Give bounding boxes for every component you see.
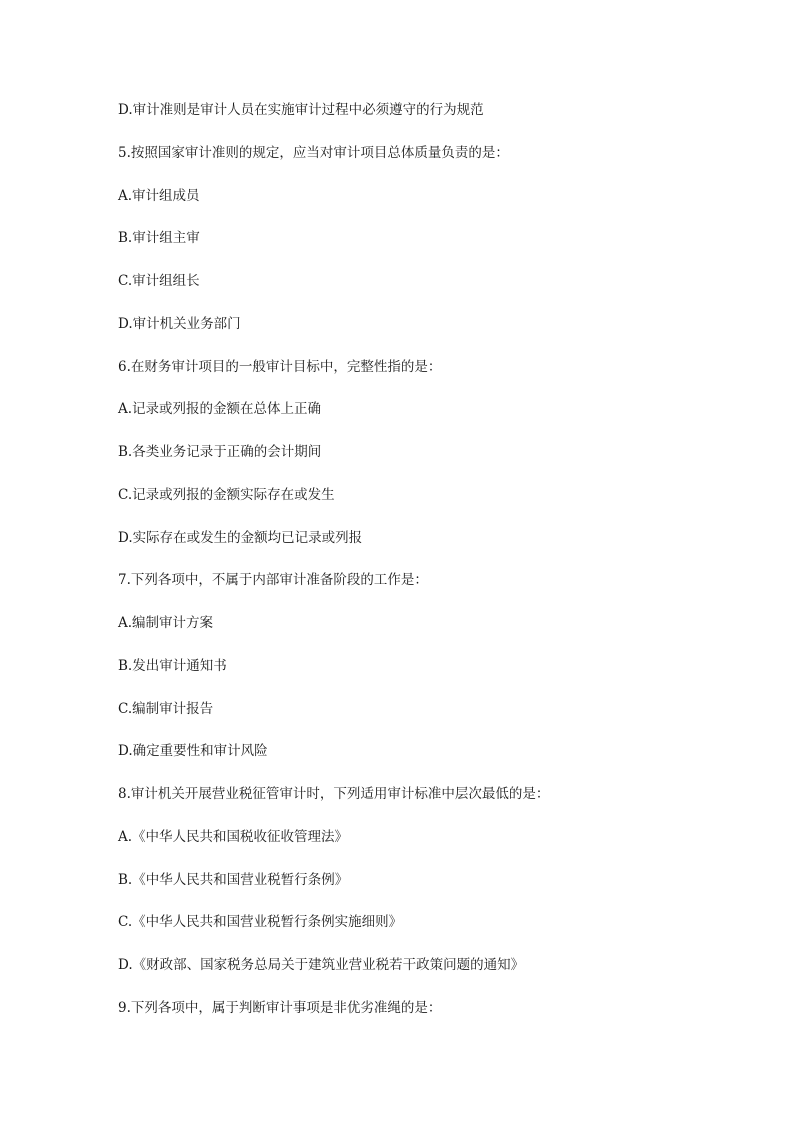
option-b-q7: B.发出审计通知书: [118, 657, 227, 674]
option-d-q6: D.实际存在或发生的金额均已记录或列报: [118, 529, 363, 546]
option-c-q7: C.编制审计报告: [118, 700, 214, 717]
option-b-q5: B.审计组主审: [118, 230, 200, 247]
option-a-q6: A.记录或列报的金额在总体上正确: [118, 401, 322, 418]
option-d-q4: D.审计准则是审计人员在实施审计过程中必须遵守的行为规范: [118, 102, 484, 118]
question-9: 9.下列各项中，属于判断审计事项是非优劣准绳的是：: [118, 999, 442, 1016]
question-5: 5.按照国家审计准则的规定，应当对审计项目总体质量负责的是：: [118, 144, 509, 161]
option-a-q8: A.《中华人民共和国税收征收管理法》: [118, 828, 349, 845]
option-d-q7: D.确定重要性和审计风险: [118, 743, 268, 760]
option-c-q6: C.记录或列报的金额实际存在或发生: [118, 486, 335, 503]
option-d-q8: D.《财政部、国家税务总局关于建筑业营业税若干政策问题的通知》: [118, 957, 525, 973]
question-6: 6.在财务审计项目的一般审计目标中，完整性指的是：: [118, 358, 442, 375]
question-7: 7.下列各项中，不属于内部审计准备阶段的工作是：: [118, 572, 428, 589]
question-list: [118, 99, 718, 1040]
option-d-q5: D.审计机关业务部门: [118, 315, 241, 332]
option-c-q5: C.审计组组长: [118, 273, 200, 289]
option-a-q7: A.编制审计方案: [118, 615, 214, 631]
option-a-q5: A.审计组成员: [118, 187, 200, 204]
question-8: 8.审计机关开展营业税征管审计时，下列适用审计标准中层次最低的是：: [118, 786, 550, 802]
option-c-q8: C.《中华人民共和国营业税暂行条例实施细则》: [118, 914, 403, 931]
option-b-q8: B.《中华人民共和国营业税暂行条例》: [118, 871, 349, 888]
option-b-q6: B.各类业务记录于正确的会计期间: [118, 444, 322, 460]
